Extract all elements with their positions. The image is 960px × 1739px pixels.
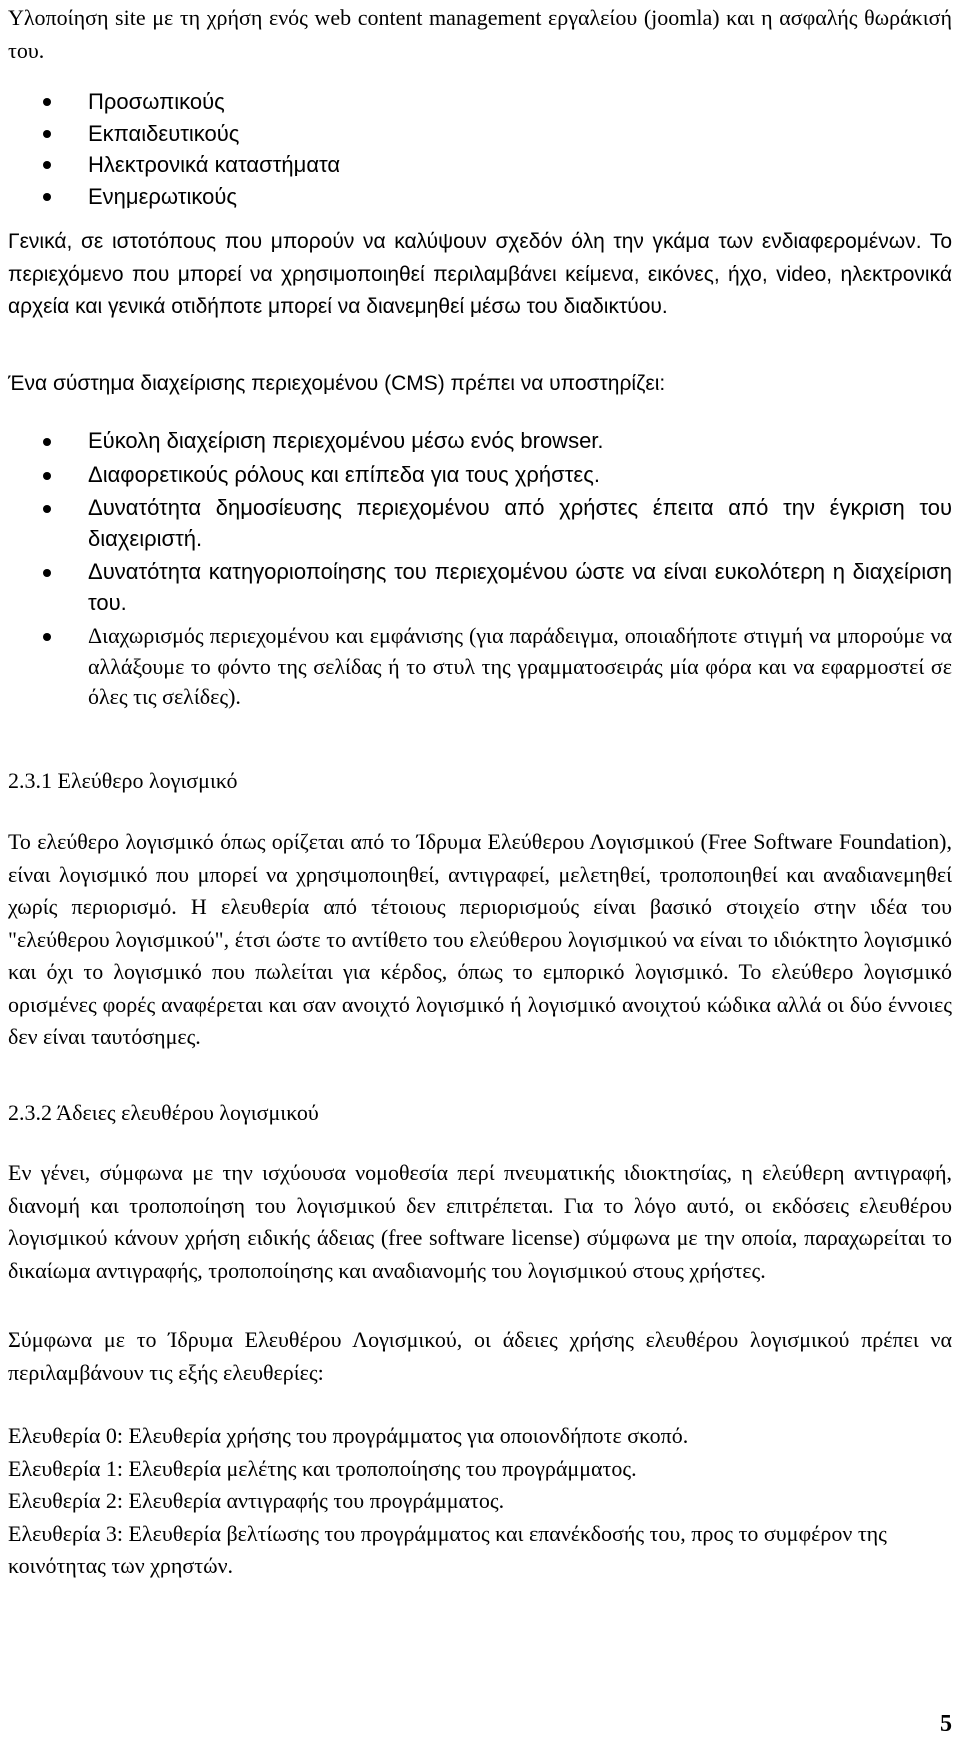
list-item: Δυνατότητα κατηγοριοποίησης του περιεχομένου ώστε να είναι ευκολότερη η διαχείριση του.: [0, 557, 952, 618]
list-item: Εύκολη διαχείριση περιεχομένου μέσω ενός browser.: [0, 426, 952, 457]
freedom-item: Ελευθερία 0: Ελευθερία χρήσης του προγράμματος για οποιονδήποτε σκοπό.: [8, 1423, 689, 1448]
list-item: Διαφορετικούς ρόλους και επίπεδα για τους χρήστες.: [0, 460, 952, 491]
freedoms-list: [8, 1420, 952, 1583]
freedom-item: Ελευθερία 1: Ελευθερία μελέτης και τροποποίησης του προγράμματος.: [8, 1455, 637, 1481]
list-item: Προσωπικούς: [0, 86, 952, 118]
section-heading-2-3-1: 2.3.1 Ελεύθερο λογισμικό: [8, 768, 238, 793]
list-item: Ενημερωτικούς: [0, 181, 952, 213]
list-item: Δυνατότητα δημοσίευσης περιεχομένου από χρήστες έπειτα από την έγκριση του διαχειριστή.: [0, 493, 952, 554]
page-number: 5: [940, 1711, 952, 1737]
free-software-paragraph: Το ελεύθερο λογισμικό όπως ορίζεται από το Ίδρυμα Ελεύθερου Λογισμικού (Free Software Foundation), είναι λογισμικό που μπορεί να χρησιμοποιηθεί, αντιγραφεί, μελετηθεί, τροποποιηθεί και αναδιανεμηθεί χωρίς περιορισμό. Η ελευθερία από τέτοιους περιορισμούς είναι βασικό στοιχείο στην ιδέα του "ελεύθερου λογισμικού", έτσι ώστε το αντίθετο του ελεύθερου λογισμικού να είναι το ιδιόκτητο λογισμικό και όχι το λογισμικό που πωλείται για κέρδος, όπως το εμπορικό λογισμικό. Το ελεύθερο λογισμικό ορισμένες φορές αναφέρεται και σαν ανοιχτό λογισμικό ή λογισμικό ανοιχτού κώδικα αλλά οι δύο έννοιες δεν είναι ταυτόσημες.: [8, 829, 952, 1049]
list-item: Ηλεκτρονικά καταστήματα: [0, 149, 952, 181]
site-types-list: [0, 86, 952, 212]
section-heading-2-3-2: 2.3.2 Άδειες ελευθέρου λογισμικού: [8, 1100, 319, 1125]
list-item: Διαχωρισμός περιεχομένου και εμφάνισης (για παράδειγμα, οποιαδήποτε στιγμή να μπορούμε να αλλάξουμε το φόντο της σελίδας ή το στυλ της γραμματοσειράς μία φόρα και να εφαρμοστεί σε όλες τις σελίδες).: [0, 621, 952, 713]
cms-requirements-list: [0, 426, 952, 716]
freedom-item: Ελευθερία 2: Ελευθερία αντιγραφής του προγράμματος.: [8, 1488, 505, 1513]
freedoms-intro-paragraph: Σύμφωνα με το Ίδρυμα Ελευθέρου Λογισμικού, οι άδειες χρήσης ελευθέρου λογισμικού πρέπει να περιλαμβάνουν τις εξής ελευθερίες:: [8, 1327, 952, 1385]
general-paragraph: Γενικά, σε ιστοτόπους που μπορούν να καλύψουν σχεδόν όλη την γκάμα των ενδιαφερομένων. Το περιεχόμενο που μπορεί να χρησιμοποιηθεί περιλαμβάνει κείμενα, εικόνες, ήχο, video, ηλεκτρονικά αρχεία και γενικά οτιδήποτε μπορεί να διανεμηθεί μέσω του διαδικτύου.: [8, 230, 952, 318]
cms-intro: Ένα σύστημα διαχείρισης περιεχομένου (CMS) πρέπει να υποστηρίζει:: [8, 372, 666, 395]
list-item: Εκπαιδευτικούς: [0, 118, 952, 150]
intro-paragraph: Υλοποίηση site με τη χρήση ενός web content management εργαλείου (joomla) και η ασφαλής θωράκισή του.: [8, 5, 952, 63]
licenses-paragraph: Εν γένει, σύμφωνα με την ισχύουσα νομοθεσία περί πνευματικής ιδιοκτησίας, η ελεύθερη αντιγραφή, διανομή και τροποποίηση του λογισμικού δεν επιτρέπεται. Για το λόγο αυτό, οι εκδόσεις ελευθέρου λογισμικού κάνουν χρήση ειδικής άδειας (free software license) σύμφωνα με την οποία, παραχωρείται το δικαίωμα αντιγραφής, τροποποίησης και αναδιανομής του λογισμικού στους χρήστες.: [8, 1160, 952, 1283]
freedom-item: Ελευθερία 3: Ελευθερία βελτίωσης του προγράμματος και επανέκδοσής του, προς το συμφέρον της κοινότητας των χρηστών.: [8, 1520, 887, 1578]
